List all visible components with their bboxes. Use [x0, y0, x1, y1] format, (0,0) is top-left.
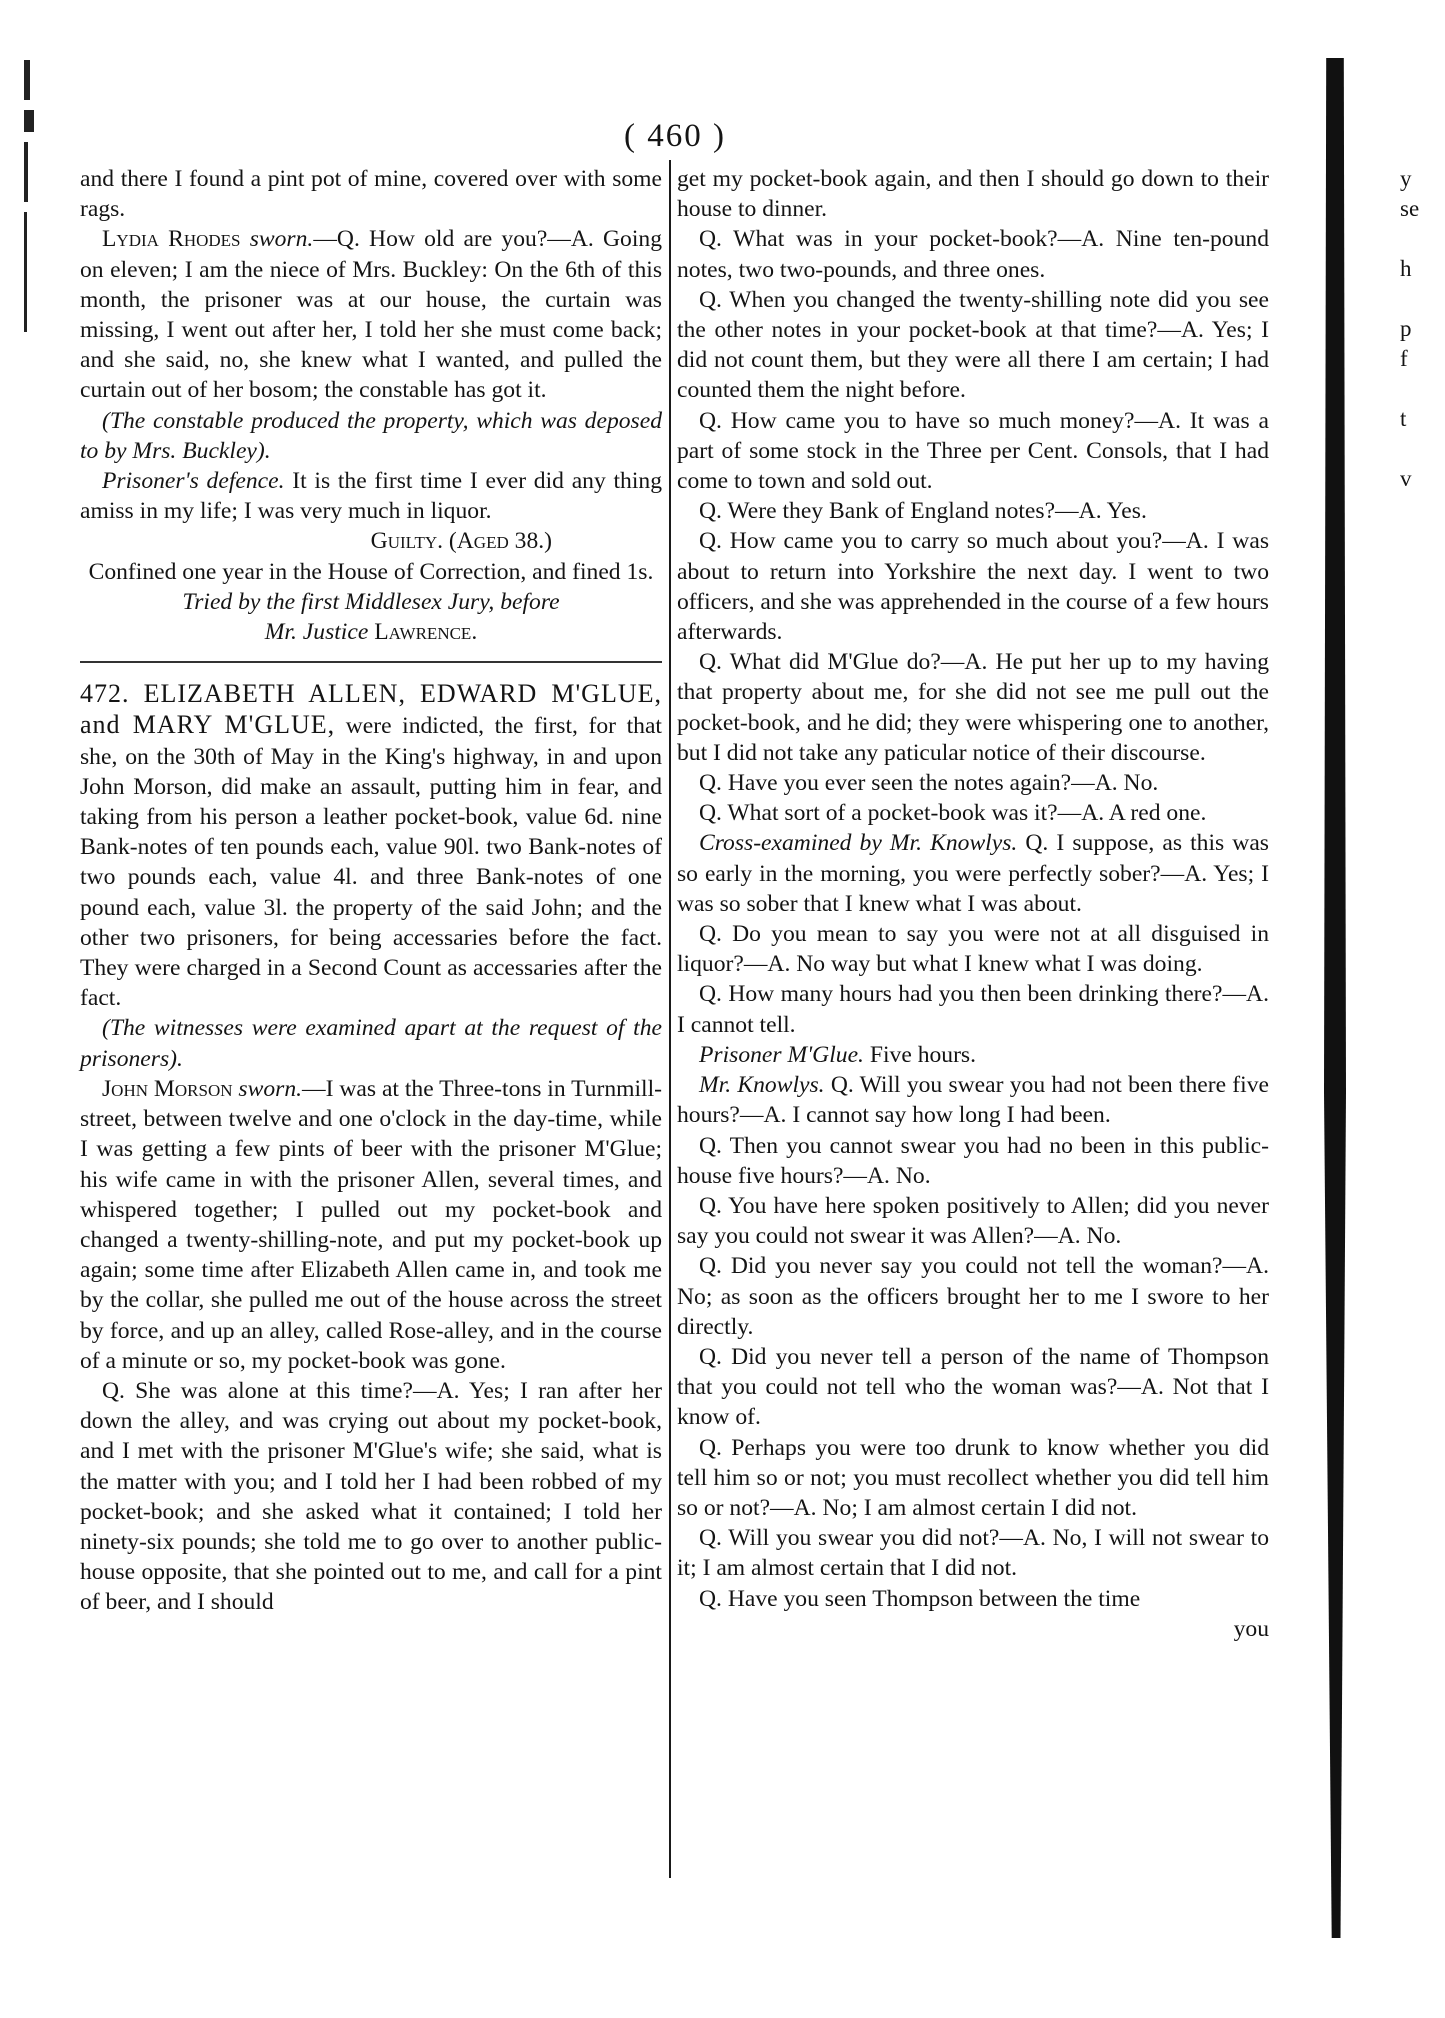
- fragment-letter: h: [1400, 256, 1412, 281]
- paragraph: Q. Then you cannot swear you had no been in this public-house five hours?—A. No.: [677, 1132, 1269, 1189]
- testimony-text: —I was at the Three-tons in Turnmill-street, between twelve and one o'clock in the day-time, while I was getting a few pints of beer with the prisoner M'Glue; his wife came in with the prisoner Allen, several times, and whispered together; I pulled out my pocket-book and changed a twenty-shilling-note, and put my pocket-book up again; some time after Elizabeth Allen came in, and took me by the collar, she pulled me out of the house across the street by force, and up an alley, called Rose-alley, and in the course of a minute or so, my pocket-book was gone.: [80, 1075, 663, 1374]
- column-rule: [669, 160, 671, 1878]
- fragment-letter: y: [1400, 166, 1412, 191]
- paragraph: Q. How many hours had you then been drinking there?—A. I cannot tell.: [677, 981, 1269, 1038]
- testimony-text: Q. I suppose, as this was so early in the morning, you were perfectly sober?—A. Yes; I was so sober that I knew what I was about.: [677, 830, 1269, 917]
- paragraph: Q. Did you never tell a person of the name of Thompson that you could not tell who the woman was?—A. Not that I know of.: [677, 1343, 1269, 1431]
- tried-by-judge: [80, 617, 662, 647]
- paragraph: Q. What was in your pocket-book?—A. Nine ten-pound notes, two two-pounds, and three ones.: [677, 226, 1269, 283]
- fragment-letter: [1400, 284, 1430, 314]
- paragraph: [80, 466, 662, 526]
- editorial-note: (The witnesses were examined apart at the request of the prisoners).: [80, 1015, 662, 1072]
- speaker-label: Prisoner M'Glue.: [699, 1041, 864, 1068]
- paragraph: [677, 828, 1269, 919]
- cross-exam-label: Cross-examined by Mr. Knowlys.: [699, 830, 1018, 857]
- witness-name: John Morson: [102, 1075, 233, 1102]
- left-column: [80, 164, 662, 1618]
- paragraph: Q. What sort of a pocket-book was it?—A. A red one.: [699, 800, 1207, 827]
- paragraph: Q. Were they Bank of England notes?—A. Yes.: [699, 498, 1147, 525]
- case-paragraph: [80, 679, 662, 1013]
- defence-label: Prisoner's defence.: [102, 468, 285, 495]
- paragraph: [677, 1070, 1269, 1130]
- page-number: ( 460 ): [624, 118, 726, 154]
- fragment-letter: f: [1400, 346, 1408, 371]
- paragraph: Q. Did you never say you could not tell the woman?—A. No; as soon as the officers brought her to me I swore to her directly.: [677, 1253, 1269, 1340]
- facing-page-fragments: [1400, 164, 1430, 494]
- tried-by-line: Tried by the first Middlesex Jury, before: [182, 588, 560, 615]
- fragment-letter: [1400, 434, 1430, 464]
- binding-shadow: [1324, 58, 1346, 1938]
- catchword: you: [1233, 1615, 1269, 1642]
- paragraph: Q. How came you to carry so much about you?—A. I was about to return into Yorkshire the next day. I went to two officers, and she was apprehended in the course of a few hours afterwards.: [677, 528, 1269, 646]
- paragraph: Q. Perhaps you were too drunk to know whether you did tell him so or not; you must recollect whether you did tell him so or not?—A. No; I am almost certain I did not.: [677, 1434, 1269, 1521]
- indictment-text: were indicted, the first, for that she, on the 30th of May in the King's highway, in and upon John Morson, did make an assault, putting him in fear, and taking from his person a leather pocket-book, value 6d. nine Bank-notes of ten pounds each, value 90l. two Bank-notes of two pounds each, value 4l. and three Bank-notes of one pound each, value 3l. the property of the said John; and the other two prisoners, for being accessaries before the fact. They were charged in a Second Count as accessaries after the fact.: [80, 713, 662, 1012]
- sworn-label: sworn.: [238, 1075, 303, 1102]
- witness-name: Lydia Rhodes: [102, 226, 241, 253]
- right-column: [677, 164, 1269, 1644]
- paragraph: Q. Have you ever seen the notes again?—A. No.: [699, 770, 1159, 797]
- defence-text: It is the first time I ever did any thing amiss in my life; I was very much in liquor.: [80, 468, 662, 525]
- fragment-letter: [1400, 224, 1430, 254]
- paragraph: Q. She was alone at this time?—A. Yes; I ran after her down the alley, and was crying out about my pocket-book, and I met with the prisoner M'Glue's wife; she said, what is the matter with you; and I told her I had been robbed of my pocket-book; and she asked what it contained; I told her ninety-six pounds; she told me to go over to another public-house opposite, that she pointed out to me, and call for a pint of beer, and I should: [80, 1377, 662, 1616]
- paragraph: and there I found a pint pot of mine, covered over with some rags.: [80, 166, 662, 223]
- paragraph: Q. How came you to have so much money?—A. It was a part of some stock in the Three per Cent. Consols, that I had come to town and sold out.: [677, 407, 1269, 495]
- testimony-text: Five hours.: [869, 1041, 977, 1068]
- paragraph: Q. You have here spoken positively to Allen; did you never say you could not swear it was Allen?—A. No.: [677, 1192, 1269, 1250]
- fragment-letter: p: [1400, 316, 1412, 341]
- paragraph: Q. What did M'Glue do?—A. He put her up to my having that property about me, for she did not see me pull out the pocket-book, and he did; they were whispering one to another, but I did not take any paticular notice of their discourse.: [677, 649, 1269, 766]
- paragraph: [677, 1040, 1269, 1070]
- speaker-label: Mr. Knowlys.: [699, 1072, 825, 1099]
- testimony-text: Q. Will you swear you had not been there five hours?—A. I cannot say how long I had been.: [677, 1072, 1269, 1129]
- section-divider: [80, 661, 662, 663]
- paragraph: Q. When you changed the twenty-shilling note did you see the other notes in your pocket-book at that time?—A. Yes; I did not count them, but they were all there I am certain; I had counted them the night before.: [677, 286, 1269, 404]
- sworn-label: sworn.: [249, 226, 314, 253]
- fragment-letter: v: [1400, 466, 1412, 491]
- paragraph: [80, 224, 662, 405]
- judge-prefix: Mr. Justice: [264, 619, 369, 646]
- fragment-letter: [1400, 374, 1430, 404]
- testimony-text: —Q. How old are you?—A. Going on eleven; I am the niece of Mrs. Buckley: On the 6th of this month, the prisoner was at our house, the curtain was missing, I went out after her, I told her she must come back; and she said, no, she knew what I wanted, and pulled the curtain out of her bosom; the constable has got it.: [80, 226, 662, 404]
- verdict: Guilty. (Aged 38.): [370, 528, 552, 555]
- paragraph: get my pocket-book again, and then I should go down to their house to dinner.: [677, 166, 1269, 223]
- sentence: Confined one year in the House of Correction, and fined 1s.: [88, 558, 654, 585]
- case-title: 472. ELIZABETH ALLEN, EDWARD M'GLUE, and MARY M'GLUE,: [80, 679, 662, 740]
- judge-name: Lawrence.: [374, 619, 478, 646]
- paragraph: Q. Have you seen Thompson between the time: [699, 1585, 1141, 1612]
- editorial-note: (The constable produced the property, which was deposed to by Mrs. Buckley).: [80, 407, 662, 464]
- fragment-letter: se: [1400, 196, 1420, 221]
- paragraph: Q. Will you swear you did not?—A. No, I will not swear to it; I am almost certain that I did not.: [677, 1525, 1269, 1582]
- paragraph: Q. Do you mean to say you were not at all disguised in liquor?—A. No way but what I knew what I was doing.: [677, 921, 1269, 978]
- page-edge-marks: [24, 60, 34, 342]
- paragraph: [80, 1074, 662, 1376]
- fragment-letter: t: [1400, 406, 1407, 431]
